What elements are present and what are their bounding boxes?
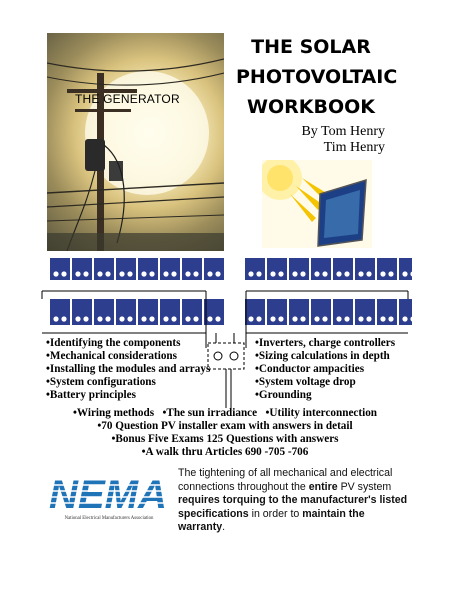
center-topic: •Wiring methods •The sun irradiance •Utility interconnection [72, 407, 378, 419]
pv-module [160, 299, 180, 325]
module-terminal [97, 271, 102, 276]
pv-module [94, 299, 114, 325]
module-terminal [141, 316, 146, 321]
center-topic: •A walk thru Articles 690 -705 -706 [141, 446, 309, 458]
module-terminal [388, 316, 393, 321]
module-terminal [61, 316, 66, 321]
pv-module [50, 299, 70, 325]
module-terminal [215, 316, 220, 321]
pv-module [355, 258, 375, 280]
topic-item: •Conductor ampacities [255, 363, 365, 375]
pv-module [204, 258, 224, 280]
blurb-text: PV system [337, 480, 392, 493]
pv-module [72, 258, 92, 280]
topic-item: •Identifying the components [46, 337, 181, 349]
book-title-line-3: WORKBOOK [247, 96, 375, 118]
pv-module [116, 299, 136, 325]
module-terminal [53, 316, 58, 321]
pv-module [72, 299, 92, 325]
module-terminal [61, 271, 66, 276]
pv-module [267, 299, 287, 325]
module-terminal [127, 316, 132, 321]
pv-module [204, 299, 224, 325]
module-terminal [75, 271, 80, 276]
module-terminal [402, 316, 407, 321]
pv-module [355, 299, 375, 325]
module-terminal [336, 271, 341, 276]
author-2: Tim Henry [323, 140, 385, 155]
topic-list-right [255, 337, 415, 402]
nema-logo-subtitle: National Electrical Manufacturers Association [64, 516, 154, 521]
module-terminal [278, 316, 283, 321]
module-terminal [75, 316, 80, 321]
center-topic: •Bonus Five Exams 125 Questions with answers [111, 433, 339, 445]
book-title-line-1: THE SOLAR [251, 36, 371, 58]
blurb-emphasis: maintain the warranty [178, 507, 365, 534]
cover-photo [47, 33, 224, 251]
module-terminal [278, 271, 283, 276]
pv-module [377, 258, 397, 280]
module-terminal [402, 271, 407, 276]
topic-item: •Grounding [255, 389, 312, 401]
center-topic: •70 Question PV installer exam with answers in detail [97, 420, 353, 432]
module-terminal [185, 316, 190, 321]
photo-caption: THE GENERATOR [75, 92, 180, 106]
topic-item: •System voltage drop [255, 376, 356, 388]
module-terminal [358, 271, 363, 276]
torque-warranty-blurb [178, 467, 413, 535]
pv-module [160, 258, 180, 280]
module-terminal [171, 271, 176, 276]
module-terminal [256, 271, 261, 276]
module-terminal [83, 271, 88, 276]
module-terminal [97, 316, 102, 321]
pv-module [289, 299, 309, 325]
module-terminal [185, 271, 190, 276]
pv-module [333, 299, 353, 325]
pv-module [94, 258, 114, 280]
module-terminal [119, 316, 124, 321]
pv-module [245, 299, 265, 325]
module-terminal [163, 316, 168, 321]
pv-module [50, 258, 70, 280]
nema-logo-text: NEMA [49, 473, 167, 515]
module-terminal [171, 316, 176, 321]
module-terminal [300, 316, 305, 321]
module-terminal [193, 271, 198, 276]
module-terminal [193, 316, 198, 321]
pv-module [245, 258, 265, 280]
blurb-text: The tightening of all mechanical and electrical connections throughout the [178, 467, 393, 493]
module-terminal [119, 271, 124, 276]
module-terminal [336, 316, 341, 321]
module-terminal [300, 271, 305, 276]
pv-module [399, 258, 412, 280]
module-terminal [163, 271, 168, 276]
pv-module [138, 299, 158, 325]
pv-module [333, 258, 353, 280]
module-terminal [83, 316, 88, 321]
module-terminal [207, 271, 212, 276]
pv-module [182, 299, 202, 325]
topic-item: •Sizing calculations in depth [255, 350, 390, 362]
pv-module [289, 258, 309, 280]
topic-list-left [46, 337, 216, 402]
pv-module [377, 299, 397, 325]
pv-module [182, 258, 202, 280]
module-terminal [149, 316, 154, 321]
book-title-line-2: PHOTOVOLTAIC [236, 66, 398, 88]
topic-item: •Inverters, charge controllers [255, 337, 396, 349]
module-terminal [207, 316, 212, 321]
authors [290, 124, 385, 156]
pv-module [138, 258, 158, 280]
nema-logo [47, 471, 169, 515]
pv-module [116, 258, 136, 280]
pv-module [311, 299, 331, 325]
module-terminal [322, 271, 327, 276]
module-terminal [358, 316, 363, 321]
blurb-text: . [222, 521, 226, 534]
module-terminal [380, 271, 385, 276]
topic-item: •Mechanical considerations [46, 350, 178, 362]
module-terminal [314, 316, 319, 321]
module-terminal [248, 316, 253, 321]
module-terminal [141, 271, 146, 276]
module-terminal [366, 316, 371, 321]
module-terminal [292, 316, 297, 321]
module-terminal [270, 316, 275, 321]
module-terminal [215, 271, 220, 276]
module-terminal [344, 271, 349, 276]
module-terminal [127, 271, 132, 276]
topic-item: •System configurations [46, 376, 156, 388]
module-terminal [292, 271, 297, 276]
author-1: By Tom Henry [301, 124, 385, 139]
topic-item: •Installing the modules and arrays [46, 363, 211, 375]
module-terminal [388, 271, 393, 276]
generator-illustration [47, 33, 224, 251]
module-terminal [314, 271, 319, 276]
module-terminal [105, 271, 110, 276]
module-terminal [256, 316, 261, 321]
module-terminal [380, 316, 385, 321]
blurb-text: in order to [248, 507, 303, 520]
module-terminal [149, 271, 154, 276]
module-terminal [105, 316, 110, 321]
blurb-emphasis: entire [308, 480, 338, 493]
blurb-emphasis: requires torquing to the manufacturer's listed specifications [178, 494, 408, 520]
solar-panel-sun-illustration [262, 160, 372, 248]
module-terminal [366, 271, 371, 276]
module-terminal [248, 271, 253, 276]
module-terminal [344, 316, 349, 321]
pv-module [311, 258, 331, 280]
topic-item: •Battery principles [46, 389, 136, 401]
module-terminal [53, 271, 58, 276]
pv-module [267, 258, 287, 280]
module-terminal [322, 316, 327, 321]
module-terminal [270, 271, 275, 276]
